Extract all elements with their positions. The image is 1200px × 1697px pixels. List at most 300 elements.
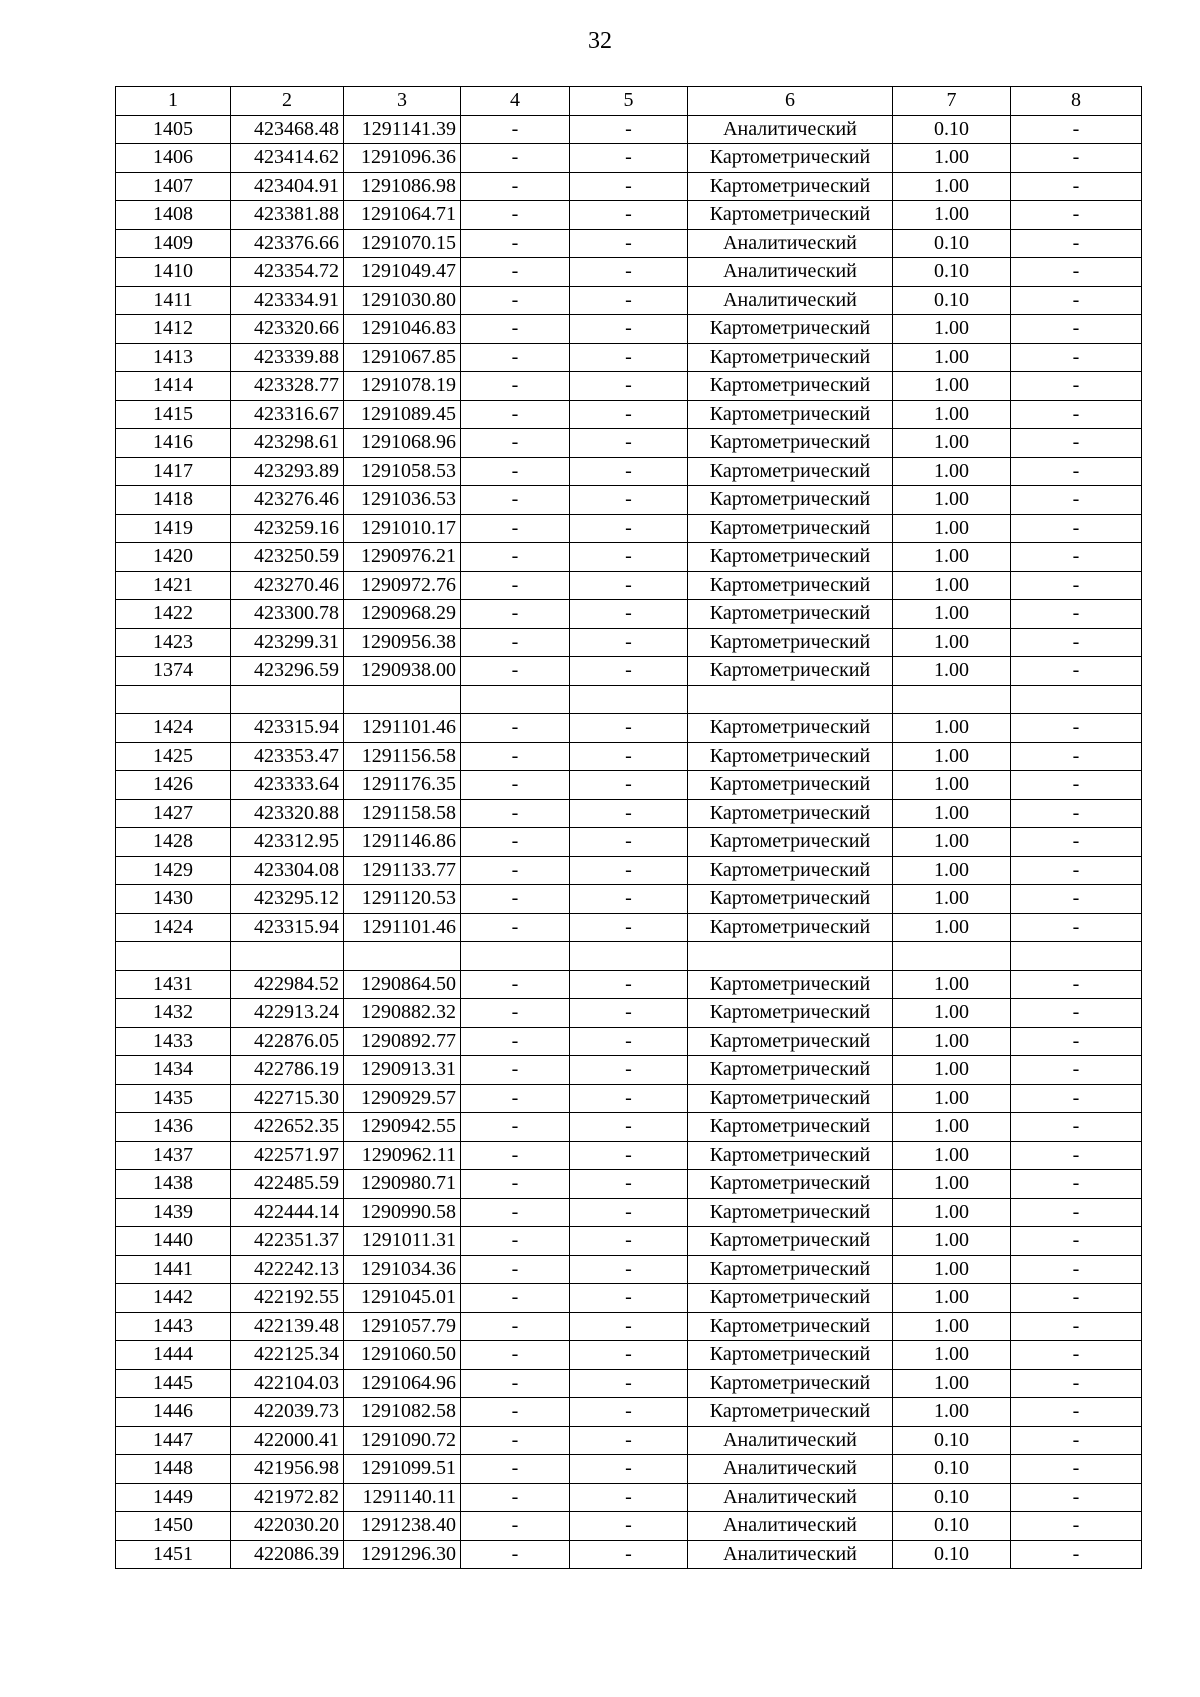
accuracy-cell: 1.00 <box>893 144 1011 173</box>
point-number-cell: 1446 <box>116 1398 231 1427</box>
point-number-cell: 1413 <box>116 343 231 372</box>
table-row <box>116 315 1142 344</box>
method-cell: Картометрический <box>688 1056 893 1085</box>
table-row <box>116 1198 1142 1227</box>
point-number-cell: 1449 <box>116 1483 231 1512</box>
column-header: 2 <box>231 87 344 116</box>
method-cell: Картометрический <box>688 828 893 857</box>
col4-cell: - <box>461 970 570 999</box>
point-number-cell: 1444 <box>116 1341 231 1370</box>
col4-cell: - <box>461 115 570 144</box>
accuracy-cell: 1.00 <box>893 913 1011 942</box>
x-coordinate-cell: 422913.24 <box>231 999 344 1028</box>
x-coordinate-cell: 422000.41 <box>231 1426 344 1455</box>
column-header: 6 <box>688 87 893 116</box>
accuracy-cell: 0.10 <box>893 1540 1011 1569</box>
x-coordinate-cell <box>231 685 344 714</box>
col8-cell: - <box>1011 429 1142 458</box>
col8-cell: - <box>1011 970 1142 999</box>
point-number-cell: 1430 <box>116 885 231 914</box>
table-row <box>116 970 1142 999</box>
accuracy-cell: 1.00 <box>893 201 1011 230</box>
accuracy-cell <box>893 942 1011 971</box>
accuracy-cell: 1.00 <box>893 742 1011 771</box>
point-number-cell: 1448 <box>116 1455 231 1484</box>
point-number-cell: 1422 <box>116 600 231 629</box>
y-coordinate-cell <box>344 942 461 971</box>
col8-cell <box>1011 685 1142 714</box>
col5-cell: - <box>570 1312 688 1341</box>
point-number-cell: 1432 <box>116 999 231 1028</box>
col5-cell: - <box>570 1113 688 1142</box>
col4-cell: - <box>461 1341 570 1370</box>
col4-cell: - <box>461 315 570 344</box>
y-coordinate-cell: 1291060.50 <box>344 1341 461 1370</box>
col5-cell: - <box>570 1084 688 1113</box>
table-row <box>116 115 1142 144</box>
col4-cell: - <box>461 258 570 287</box>
accuracy-cell <box>893 685 1011 714</box>
col4-cell: - <box>461 600 570 629</box>
table-row <box>116 771 1142 800</box>
y-coordinate-cell: 1291090.72 <box>344 1426 461 1455</box>
method-cell: Картометрический <box>688 486 893 515</box>
y-coordinate-cell: 1291099.51 <box>344 1455 461 1484</box>
table-row <box>116 172 1142 201</box>
table-row <box>116 1312 1142 1341</box>
col8-cell: - <box>1011 343 1142 372</box>
accuracy-cell: 1.00 <box>893 543 1011 572</box>
column-header: 4 <box>461 87 570 116</box>
method-cell: Картометрический <box>688 1113 893 1142</box>
table-row <box>116 1255 1142 1284</box>
col5-cell: - <box>570 970 688 999</box>
col8-cell: - <box>1011 372 1142 401</box>
accuracy-cell: 1.00 <box>893 885 1011 914</box>
method-cell: Картометрический <box>688 856 893 885</box>
col8-cell: - <box>1011 229 1142 258</box>
x-coordinate-cell: 423414.62 <box>231 144 344 173</box>
point-number-cell: 1374 <box>116 657 231 686</box>
col4-cell: - <box>461 1455 570 1484</box>
col8-cell: - <box>1011 799 1142 828</box>
col4-cell: - <box>461 742 570 771</box>
method-cell: Картометрический <box>688 1312 893 1341</box>
col4-cell: - <box>461 457 570 486</box>
y-coordinate-cell: 1291070.15 <box>344 229 461 258</box>
point-number-cell: 1408 <box>116 201 231 230</box>
col4-cell: - <box>461 201 570 230</box>
y-coordinate-cell: 1291176.35 <box>344 771 461 800</box>
col8-cell: - <box>1011 1255 1142 1284</box>
y-coordinate-cell: 1290972.76 <box>344 571 461 600</box>
table-row <box>116 885 1142 914</box>
col5-cell: - <box>570 543 688 572</box>
col8-cell: - <box>1011 1540 1142 1569</box>
method-cell: Картометрический <box>688 970 893 999</box>
method-cell: Картометрический <box>688 144 893 173</box>
accuracy-cell: 1.00 <box>893 799 1011 828</box>
y-coordinate-cell: 1291238.40 <box>344 1512 461 1541</box>
col8-cell: - <box>1011 714 1142 743</box>
y-coordinate-cell: 1291101.46 <box>344 913 461 942</box>
col4-cell: - <box>461 828 570 857</box>
accuracy-cell: 1.00 <box>893 628 1011 657</box>
col5-cell: - <box>570 828 688 857</box>
table-row <box>116 486 1142 515</box>
y-coordinate-cell: 1290929.57 <box>344 1084 461 1113</box>
point-number-cell: 1406 <box>116 144 231 173</box>
col5-cell: - <box>570 1398 688 1427</box>
table-row <box>116 1369 1142 1398</box>
x-coordinate-cell: 422139.48 <box>231 1312 344 1341</box>
col5-cell: - <box>570 1284 688 1313</box>
method-cell: Картометрический <box>688 315 893 344</box>
point-number-cell: 1447 <box>116 1426 231 1455</box>
col8-cell: - <box>1011 1483 1142 1512</box>
x-coordinate-cell: 423312.95 <box>231 828 344 857</box>
col4-cell <box>461 685 570 714</box>
col5-cell: - <box>570 913 688 942</box>
col4-cell: - <box>461 1512 570 1541</box>
table-row <box>116 1512 1142 1541</box>
method-cell: Картометрический <box>688 1255 893 1284</box>
y-coordinate-cell: 1290942.55 <box>344 1113 461 1142</box>
point-number-cell: 1411 <box>116 286 231 315</box>
col4-cell: - <box>461 657 570 686</box>
x-coordinate-cell: 422876.05 <box>231 1027 344 1056</box>
y-coordinate-cell: 1291082.58 <box>344 1398 461 1427</box>
point-number-cell: 1429 <box>116 856 231 885</box>
col4-cell: - <box>461 144 570 173</box>
method-cell: Картометрический <box>688 799 893 828</box>
method-cell <box>688 942 893 971</box>
col5-cell: - <box>570 999 688 1028</box>
x-coordinate-cell: 422351.37 <box>231 1227 344 1256</box>
point-number-cell: 1434 <box>116 1056 231 1085</box>
x-coordinate-cell: 422192.55 <box>231 1284 344 1313</box>
point-number-cell <box>116 685 231 714</box>
y-coordinate-cell: 1290976.21 <box>344 543 461 572</box>
accuracy-cell: 0.10 <box>893 115 1011 144</box>
col4-cell: - <box>461 486 570 515</box>
y-coordinate-cell <box>344 685 461 714</box>
col4-cell: - <box>461 1056 570 1085</box>
y-coordinate-cell: 1291146.86 <box>344 828 461 857</box>
x-coordinate-cell: 422242.13 <box>231 1255 344 1284</box>
coordinates-table <box>115 86 1142 1569</box>
method-cell: Аналитический <box>688 229 893 258</box>
point-number-cell: 1414 <box>116 372 231 401</box>
y-coordinate-cell: 1291030.80 <box>344 286 461 315</box>
col8-cell: - <box>1011 1455 1142 1484</box>
table-row <box>116 999 1142 1028</box>
x-coordinate-cell <box>231 942 344 971</box>
method-cell: Картометрический <box>688 514 893 543</box>
y-coordinate-cell: 1290962.11 <box>344 1141 461 1170</box>
method-cell: Аналитический <box>688 1426 893 1455</box>
accuracy-cell: 1.00 <box>893 1170 1011 1199</box>
table-row <box>116 1455 1142 1484</box>
point-number-cell: 1440 <box>116 1227 231 1256</box>
table-row <box>116 1227 1142 1256</box>
y-coordinate-cell: 1291036.53 <box>344 486 461 515</box>
table-row <box>116 685 1142 714</box>
x-coordinate-cell: 423298.61 <box>231 429 344 458</box>
col4-cell: - <box>461 771 570 800</box>
accuracy-cell: 1.00 <box>893 571 1011 600</box>
method-cell: Картометрический <box>688 543 893 572</box>
method-cell: Картометрический <box>688 1084 893 1113</box>
x-coordinate-cell: 422715.30 <box>231 1084 344 1113</box>
col5-cell: - <box>570 657 688 686</box>
method-cell <box>688 685 893 714</box>
table-row <box>116 1284 1142 1313</box>
accuracy-cell: 1.00 <box>893 514 1011 543</box>
table-row <box>116 1084 1142 1113</box>
point-number-cell: 1442 <box>116 1284 231 1313</box>
x-coordinate-cell: 423353.47 <box>231 742 344 771</box>
point-number-cell: 1415 <box>116 400 231 429</box>
col8-cell: - <box>1011 1198 1142 1227</box>
method-cell: Картометрический <box>688 372 893 401</box>
point-number-cell: 1436 <box>116 1113 231 1142</box>
point-number-cell: 1423 <box>116 628 231 657</box>
method-cell: Аналитический <box>688 1540 893 1569</box>
col5-cell: - <box>570 1455 688 1484</box>
col8-cell: - <box>1011 828 1142 857</box>
method-cell: Картометрический <box>688 1284 893 1313</box>
y-coordinate-cell: 1290913.31 <box>344 1056 461 1085</box>
accuracy-cell: 1.00 <box>893 372 1011 401</box>
accuracy-cell: 0.10 <box>893 258 1011 287</box>
col4-cell <box>461 942 570 971</box>
y-coordinate-cell: 1290968.29 <box>344 600 461 629</box>
accuracy-cell: 1.00 <box>893 1056 1011 1085</box>
table-row <box>116 1483 1142 1512</box>
col5-cell: - <box>570 571 688 600</box>
accuracy-cell: 1.00 <box>893 714 1011 743</box>
col8-cell: - <box>1011 600 1142 629</box>
point-number-cell: 1420 <box>116 543 231 572</box>
table-row <box>116 514 1142 543</box>
col8-cell <box>1011 942 1142 971</box>
x-coordinate-cell: 422984.52 <box>231 970 344 999</box>
x-coordinate-cell: 423315.94 <box>231 913 344 942</box>
x-coordinate-cell: 422786.19 <box>231 1056 344 1085</box>
method-cell: Картометрический <box>688 1398 893 1427</box>
col4-cell: - <box>461 1084 570 1113</box>
accuracy-cell: 1.00 <box>893 828 1011 857</box>
table-row <box>116 543 1142 572</box>
table-header-row <box>116 87 1142 116</box>
col8-cell: - <box>1011 1284 1142 1313</box>
col4-cell: - <box>461 1426 570 1455</box>
col4-cell: - <box>461 229 570 258</box>
col5-cell: - <box>570 457 688 486</box>
col5-cell: - <box>570 1227 688 1256</box>
col4-cell: - <box>461 429 570 458</box>
table-body <box>116 115 1142 1569</box>
table-row <box>116 828 1142 857</box>
col8-cell: - <box>1011 1113 1142 1142</box>
point-number-cell: 1441 <box>116 1255 231 1284</box>
col4-cell: - <box>461 1483 570 1512</box>
method-cell: Картометрический <box>688 1341 893 1370</box>
col5-cell: - <box>570 714 688 743</box>
y-coordinate-cell: 1291011.31 <box>344 1227 461 1256</box>
x-coordinate-cell: 422030.20 <box>231 1512 344 1541</box>
col4-cell: - <box>461 885 570 914</box>
x-coordinate-cell: 422125.34 <box>231 1341 344 1370</box>
col4-cell: - <box>461 1284 570 1313</box>
y-coordinate-cell: 1291034.36 <box>344 1255 461 1284</box>
accuracy-cell: 1.00 <box>893 1027 1011 1056</box>
y-coordinate-cell: 1291158.58 <box>344 799 461 828</box>
col4-cell: - <box>461 1198 570 1227</box>
accuracy-cell: 1.00 <box>893 315 1011 344</box>
x-coordinate-cell: 423270.46 <box>231 571 344 600</box>
y-coordinate-cell: 1291049.47 <box>344 258 461 287</box>
x-coordinate-cell: 423276.46 <box>231 486 344 515</box>
method-cell: Картометрический <box>688 172 893 201</box>
x-coordinate-cell: 423334.91 <box>231 286 344 315</box>
table-row <box>116 457 1142 486</box>
table-row <box>116 714 1142 743</box>
point-number-cell: 1451 <box>116 1540 231 1569</box>
col4-cell: - <box>461 628 570 657</box>
method-cell: Картометрический <box>688 742 893 771</box>
col5-cell: - <box>570 885 688 914</box>
table-row <box>116 429 1142 458</box>
method-cell: Картометрический <box>688 771 893 800</box>
col5-cell: - <box>570 343 688 372</box>
col5-cell: - <box>570 742 688 771</box>
x-coordinate-cell: 423293.89 <box>231 457 344 486</box>
x-coordinate-cell: 422652.35 <box>231 1113 344 1142</box>
col5-cell: - <box>570 286 688 315</box>
x-coordinate-cell: 422039.73 <box>231 1398 344 1427</box>
col4-cell: - <box>461 571 570 600</box>
y-coordinate-cell: 1291067.85 <box>344 343 461 372</box>
col5-cell: - <box>570 771 688 800</box>
col5-cell: - <box>570 172 688 201</box>
col8-cell: - <box>1011 457 1142 486</box>
col8-cell: - <box>1011 486 1142 515</box>
x-coordinate-cell: 423250.59 <box>231 543 344 572</box>
col5-cell: - <box>570 144 688 173</box>
method-cell: Аналитический <box>688 1455 893 1484</box>
point-number-cell: 1439 <box>116 1198 231 1227</box>
method-cell: Картометрический <box>688 1198 893 1227</box>
table-row <box>116 1341 1142 1370</box>
col8-cell: - <box>1011 571 1142 600</box>
y-coordinate-cell: 1291068.96 <box>344 429 461 458</box>
point-number-cell: 1445 <box>116 1369 231 1398</box>
accuracy-cell: 1.00 <box>893 1369 1011 1398</box>
table-row <box>116 258 1142 287</box>
table-row <box>116 913 1142 942</box>
col8-cell: - <box>1011 1027 1142 1056</box>
table-row <box>116 1056 1142 1085</box>
col5-cell: - <box>570 115 688 144</box>
accuracy-cell: 1.00 <box>893 1255 1011 1284</box>
col5-cell: - <box>570 1198 688 1227</box>
col8-cell: - <box>1011 115 1142 144</box>
point-number-cell: 1443 <box>116 1312 231 1341</box>
y-coordinate-cell: 1291078.19 <box>344 372 461 401</box>
column-header: 1 <box>116 87 231 116</box>
col4-cell: - <box>461 856 570 885</box>
table-row <box>116 1113 1142 1142</box>
method-cell: Картометрический <box>688 429 893 458</box>
method-cell: Картометрический <box>688 913 893 942</box>
col4-cell: - <box>461 714 570 743</box>
accuracy-cell: 1.00 <box>893 1113 1011 1142</box>
point-number-cell: 1437 <box>116 1141 231 1170</box>
col5-cell: - <box>570 1056 688 1085</box>
y-coordinate-cell: 1291045.01 <box>344 1284 461 1313</box>
col5-cell: - <box>570 429 688 458</box>
page-number: 32 <box>588 28 612 54</box>
point-number-cell: 1405 <box>116 115 231 144</box>
y-coordinate-cell: 1290980.71 <box>344 1170 461 1199</box>
x-coordinate-cell: 423381.88 <box>231 201 344 230</box>
accuracy-cell: 1.00 <box>893 999 1011 1028</box>
point-number-cell: 1407 <box>116 172 231 201</box>
table-row <box>116 1027 1142 1056</box>
col4-cell: - <box>461 913 570 942</box>
col5-cell: - <box>570 628 688 657</box>
table-row <box>116 1141 1142 1170</box>
accuracy-cell: 1.00 <box>893 343 1011 372</box>
point-number-cell: 1428 <box>116 828 231 857</box>
col4-cell: - <box>461 343 570 372</box>
point-number-cell: 1431 <box>116 970 231 999</box>
method-cell: Картометрический <box>688 1141 893 1170</box>
y-coordinate-cell: 1291101.46 <box>344 714 461 743</box>
x-coordinate-cell: 421972.82 <box>231 1483 344 1512</box>
x-coordinate-cell: 423295.12 <box>231 885 344 914</box>
point-number-cell <box>116 942 231 971</box>
method-cell: Картометрический <box>688 714 893 743</box>
x-coordinate-cell: 423304.08 <box>231 856 344 885</box>
table-row <box>116 799 1142 828</box>
col8-cell: - <box>1011 201 1142 230</box>
accuracy-cell: 1.00 <box>893 400 1011 429</box>
col8-cell: - <box>1011 1312 1142 1341</box>
method-cell: Аналитический <box>688 1483 893 1512</box>
col4-cell: - <box>461 1312 570 1341</box>
y-coordinate-cell: 1291046.83 <box>344 315 461 344</box>
point-number-cell: 1424 <box>116 913 231 942</box>
col5-cell: - <box>570 799 688 828</box>
accuracy-cell: 1.00 <box>893 657 1011 686</box>
x-coordinate-cell: 421956.98 <box>231 1455 344 1484</box>
x-coordinate-cell: 422571.97 <box>231 1141 344 1170</box>
column-header: 3 <box>344 87 461 116</box>
col4-cell: - <box>461 999 570 1028</box>
y-coordinate-cell: 1291089.45 <box>344 400 461 429</box>
x-coordinate-cell: 423376.66 <box>231 229 344 258</box>
table-row <box>116 372 1142 401</box>
col5-cell: - <box>570 1027 688 1056</box>
table-row <box>116 1426 1142 1455</box>
method-cell: Аналитический <box>688 115 893 144</box>
col5-cell <box>570 942 688 971</box>
col8-cell: - <box>1011 1341 1142 1370</box>
accuracy-cell: 1.00 <box>893 1284 1011 1313</box>
